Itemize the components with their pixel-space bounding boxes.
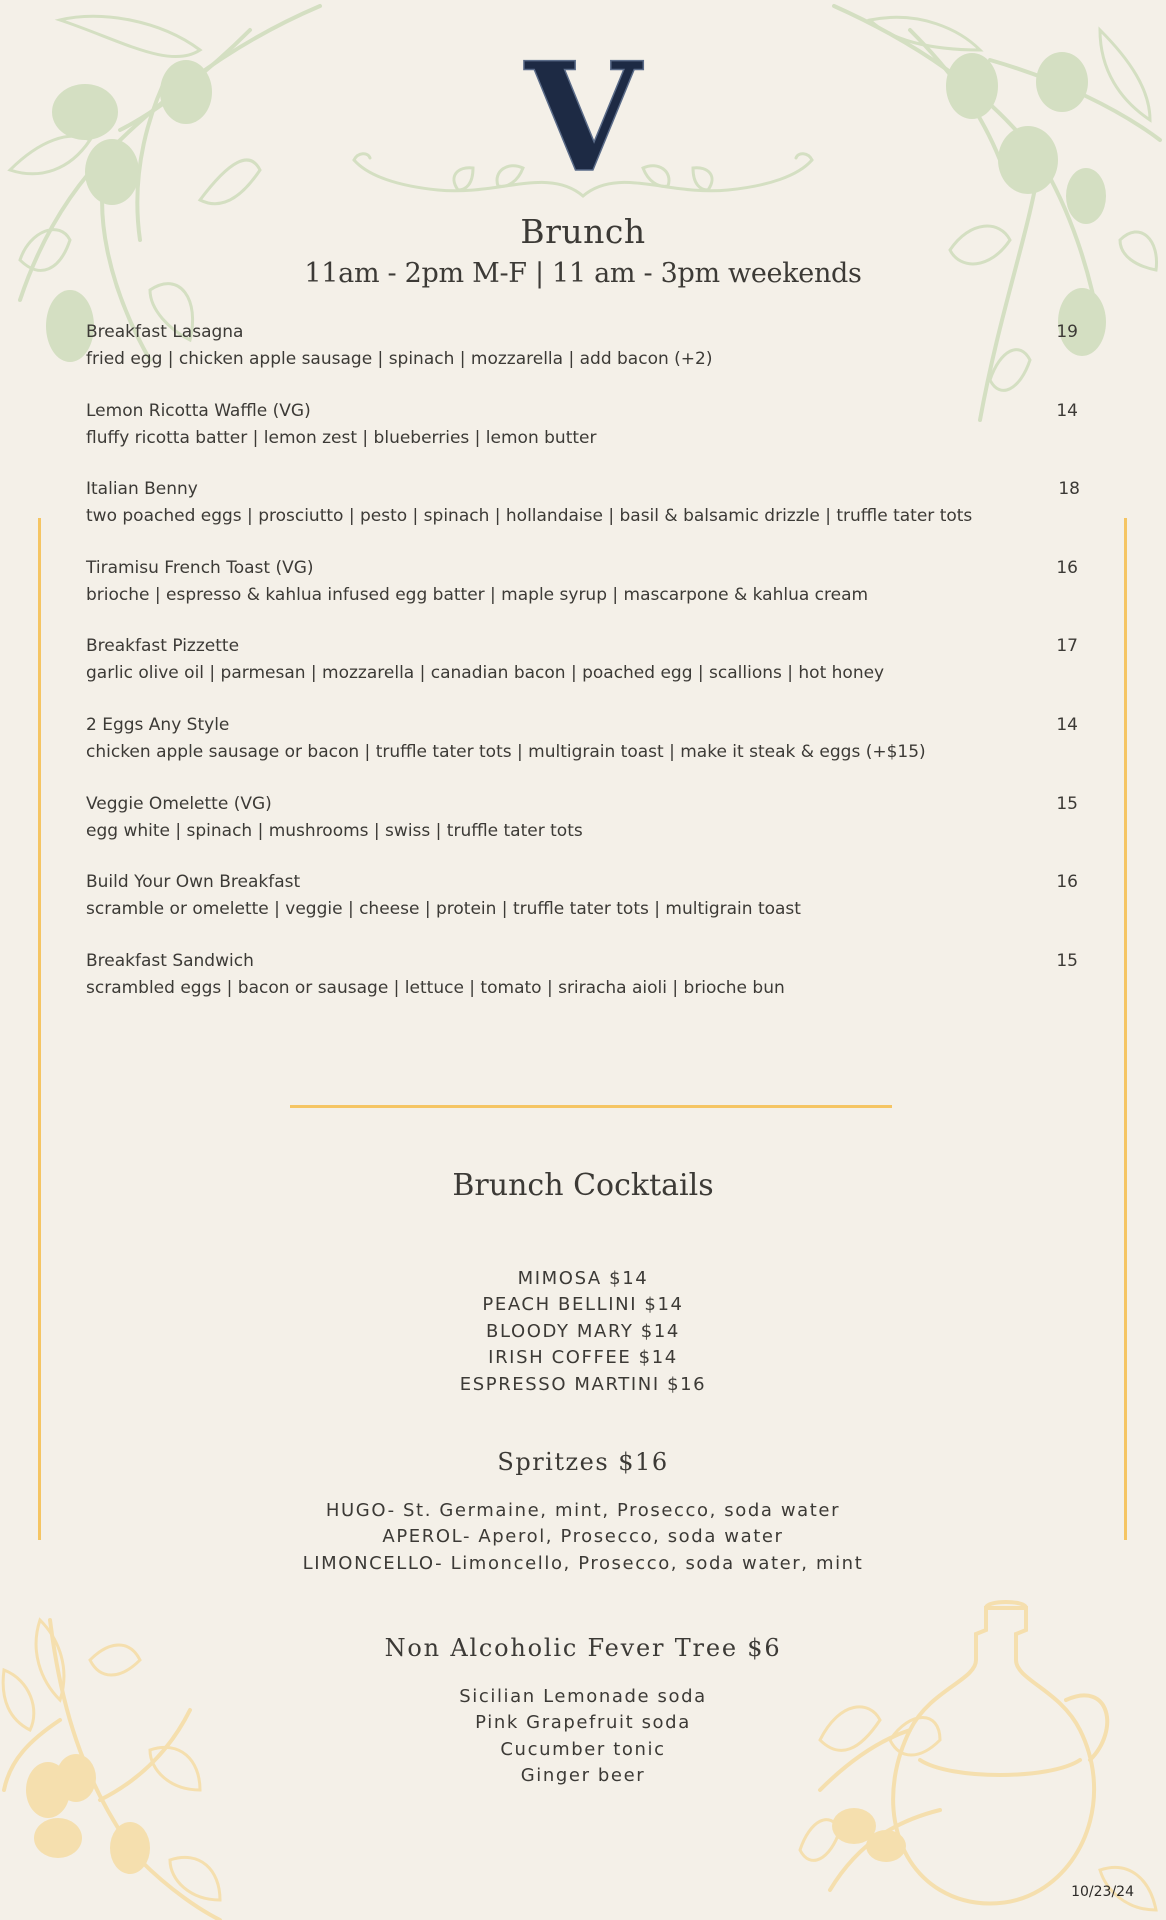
non-alcoholic-list (0, 1684, 1166, 1790)
menu-item-price: 16 (1056, 872, 1078, 893)
menu-item-description: fried egg | chicken apple sausage | spinach | mozzarella | add bacon (+2) (86, 349, 713, 369)
menu-item (86, 558, 1086, 637)
brunch-menu-list (86, 322, 1086, 1029)
spritzes-title: Spritzes $16 (497, 1448, 669, 1476)
menu-item (86, 401, 1086, 480)
menu-item-description: scrambled eggs | bacon or sausage | lettuce | tomato | sriracha aioli | brioche bun (86, 977, 785, 998)
non-alcoholic-item: Ginger beer (520, 1765, 646, 1787)
menu-item-name: Build Your Own Breakfast (86, 872, 301, 893)
menu-item-description: brioche | espresso & kahlua infused egg batter | maple syrup | mascarpone & kahlua cream (86, 584, 869, 605)
cocktail-item: PEACH BELLINI $14 (482, 1294, 684, 1316)
spritz-item: HUGO- St. Germaine, mint, Prosecco, soda water (325, 1500, 841, 1521)
menu-item-price: 16 (1056, 557, 1078, 578)
menu-item-name: 2 Eggs Any Style (86, 714, 230, 735)
non-alcoholic-item: Pink Grapefruit soda (475, 1712, 691, 1734)
menu-item (86, 636, 1086, 715)
cocktail-item: ESPRESSO MARTINI $16 (459, 1373, 707, 1395)
cocktail-item: MIMOSA $14 (517, 1268, 649, 1289)
menu-item-price: 15 (1056, 950, 1078, 971)
menu-item-name: Breakfast Pizzette (86, 636, 240, 657)
menu-item-price: 17 (1056, 636, 1078, 657)
cocktails-list (0, 1266, 1166, 1398)
menu-item-price: 15 (1056, 793, 1078, 814)
menu-item-description: fluffy ricotta batter | lemon zest | blueberries | lemon butter (86, 427, 597, 448)
cocktails-title: Brunch Cocktails (452, 1168, 714, 1203)
spritz-item: APEROL- Aperol, Prosecco, soda water (382, 1526, 784, 1548)
non-alcoholic-title: Non Alcoholic Fever Tree $6 (384, 1634, 782, 1662)
menu-item-name: Breakfast Sandwich (86, 950, 254, 971)
menu-item (86, 872, 1086, 951)
menu-item-description: garlic olive oil | parmesan | mozzarella | canadian bacon | poached egg | scallions | hot honey (86, 663, 885, 684)
menu-item (86, 715, 1086, 794)
menu-date: 10/23/24 (1071, 1884, 1134, 1900)
spritz-item: LIMONCELLO- Limoncello, Prosecco, soda water, mint (302, 1552, 864, 1574)
menu-item (86, 794, 1086, 873)
menu-item-name: Italian Benny (86, 479, 198, 500)
page-title: Brunch (520, 212, 646, 251)
menu-item-name: Breakfast Lasagna (86, 322, 244, 342)
menu-item-price: 14 (1056, 400, 1078, 421)
cocktail-item: BLOODY MARY $14 (486, 1320, 680, 1342)
menu-item-name: Tiramisu French Toast (VG) (86, 557, 314, 578)
menu-item-description: scramble or omelette | veggie | cheese | protein | truffle tater tots | multigrain toast (86, 899, 801, 920)
ornamental-flourish (348, 146, 818, 206)
section-divider (290, 1105, 892, 1108)
menu-item-price: 18 (1058, 479, 1080, 500)
menu-item-description: two poached eggs | prosciutto | pesto | spinach | hollandaise | basil & balsamic drizzle | truffle tater tots (86, 506, 973, 527)
menu-item-price: 14 (1056, 714, 1078, 735)
menu-item (86, 479, 1086, 558)
brunch-hours: 11am - 2pm M-F | 11 am - 3pm weekends (304, 258, 862, 289)
cocktail-item: IRISH COFFEE $14 (488, 1347, 678, 1369)
menu-item (86, 951, 1086, 1030)
menu-item-description: egg white | spinach | mushrooms | swiss | truffle tater tots (86, 820, 583, 841)
menu-item-name: Veggie Omelette (VG) (86, 793, 272, 814)
spritzes-list (0, 1498, 1166, 1577)
non-alcoholic-item: Sicilian Lemonade soda (459, 1686, 707, 1707)
non-alcoholic-item: Cucumber tonic (500, 1738, 666, 1760)
logo-letter: V (524, 52, 642, 182)
menu-item (86, 322, 1086, 401)
menu-item-name: Lemon Ricotta Waffle (VG) (86, 400, 311, 421)
menu-item-description: chicken apple sausage or bacon | truffle tater tots | multigrain toast | make it steak & eggs (+$15) (86, 741, 926, 762)
menu-item-price: 19 (1056, 322, 1078, 342)
